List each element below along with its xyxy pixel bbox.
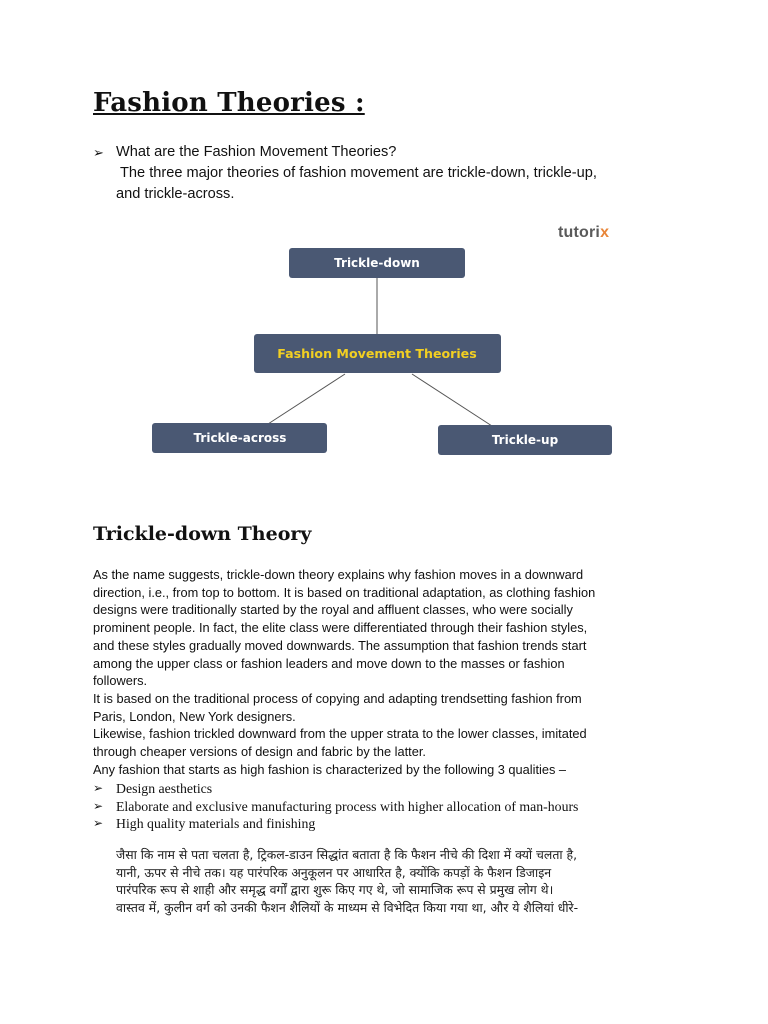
body-line: Any fashion that starts as high fashion is characterized by the following 3 qualities – <box>93 761 567 777</box>
arrow-bullet-icon: ➢ <box>93 145 104 160</box>
answer-line: and trickle-across. <box>116 186 235 202</box>
qualities-list <box>93 780 693 833</box>
body-line: through cheaper versions of design and fabric by the latter. <box>93 744 426 760</box>
answer-line: The three major theories of fashion movement are trickle-down, trickle-up, <box>120 165 597 181</box>
section-title: Trickle-down Theory <box>93 523 312 545</box>
node-trickle-down <box>289 248 465 278</box>
body-line: prominent people. In fact, the elite class were differentiated through their fashion styles, <box>93 620 588 636</box>
node-trickle-across-label: Trickle-across <box>193 431 287 445</box>
node-trickle-across <box>152 423 327 453</box>
hindi-line: जैसा कि नाम से पता चलता है, ट्रिकल-डाउन सिद्धांत बताता है कि फैशन नीचे की दिशा में क्यों चलता है, <box>116 847 578 862</box>
node-fashion-movement-theories <box>254 334 501 373</box>
arrow-bullet-icon: ➢ <box>93 781 104 795</box>
list-item <box>93 780 693 798</box>
page-title: Fashion Theories : <box>93 88 365 118</box>
list-item <box>93 798 693 816</box>
hindi-line: पारंपरिक रूप से शाही और समृद्ध वर्गों द्वारा शुरू किए गए थे, जो सामाजिक रूप से प्रमुख लोग थे। <box>116 882 554 898</box>
node-trickle-down-label: Trickle-down <box>334 256 420 270</box>
body-line: followers. <box>93 673 148 689</box>
list-item <box>93 815 693 833</box>
body-paragraph <box>93 566 683 778</box>
body-line: among the upper class or fashion leaders and move down to the masses or fashion <box>93 655 565 671</box>
body-line: As the name suggests, trickle-down theory explains why fashion moves in a downward <box>93 567 584 582</box>
arrow-bullet-icon: ➢ <box>93 816 104 831</box>
node-center-label: Fashion Movement Theories <box>277 346 477 361</box>
arrow-bullet-icon: ➢ <box>93 798 104 813</box>
node-trickle-up-label: Trickle-up <box>491 433 559 447</box>
quality-text: Elaborate and exclusive manufacturing process with higher allocation of man-hours <box>116 798 579 814</box>
hindi-line: वास्तव में, कुलीन वर्ग को उनकी फैशन शैलियों के माध्यम से विभेदित किया गया था, और ये शैलियां धीरे- <box>116 899 579 915</box>
hindi-line: यानी, ऊपर से नीचे तक। यह पारंपरिक अनुकूलन पर आधारित है, क्योंकि कपड़ों के फैशन डिजाइन <box>116 864 552 880</box>
quality-text: Design aesthetics <box>116 781 213 796</box>
quality-text: High quality materials and finishing <box>116 816 316 832</box>
body-line: Likewise, fashion trickled downward from the upper strata to the lower classes, imitated <box>93 726 587 742</box>
tutorix-logo: tutorix <box>558 224 610 241</box>
hindi-paragraph <box>116 846 676 916</box>
body-line: designs were traditionally started by the royal and affluent classes, who were socially <box>93 602 573 618</box>
body-line: It is based on the traditional process of copying and adapting trendsetting fashion from <box>93 690 582 706</box>
node-trickle-up <box>438 425 612 455</box>
body-line: direction, i.e., from top to bottom. It is based on traditional adaptation, as clothing fashion <box>93 584 596 600</box>
body-line: and these styles gradually moved downwards. The assumption that fashion trends start <box>93 637 587 653</box>
body-line: Paris, London, New York designers. <box>93 708 296 724</box>
question-text: What are the Fashion Movement Theories? <box>116 144 397 160</box>
